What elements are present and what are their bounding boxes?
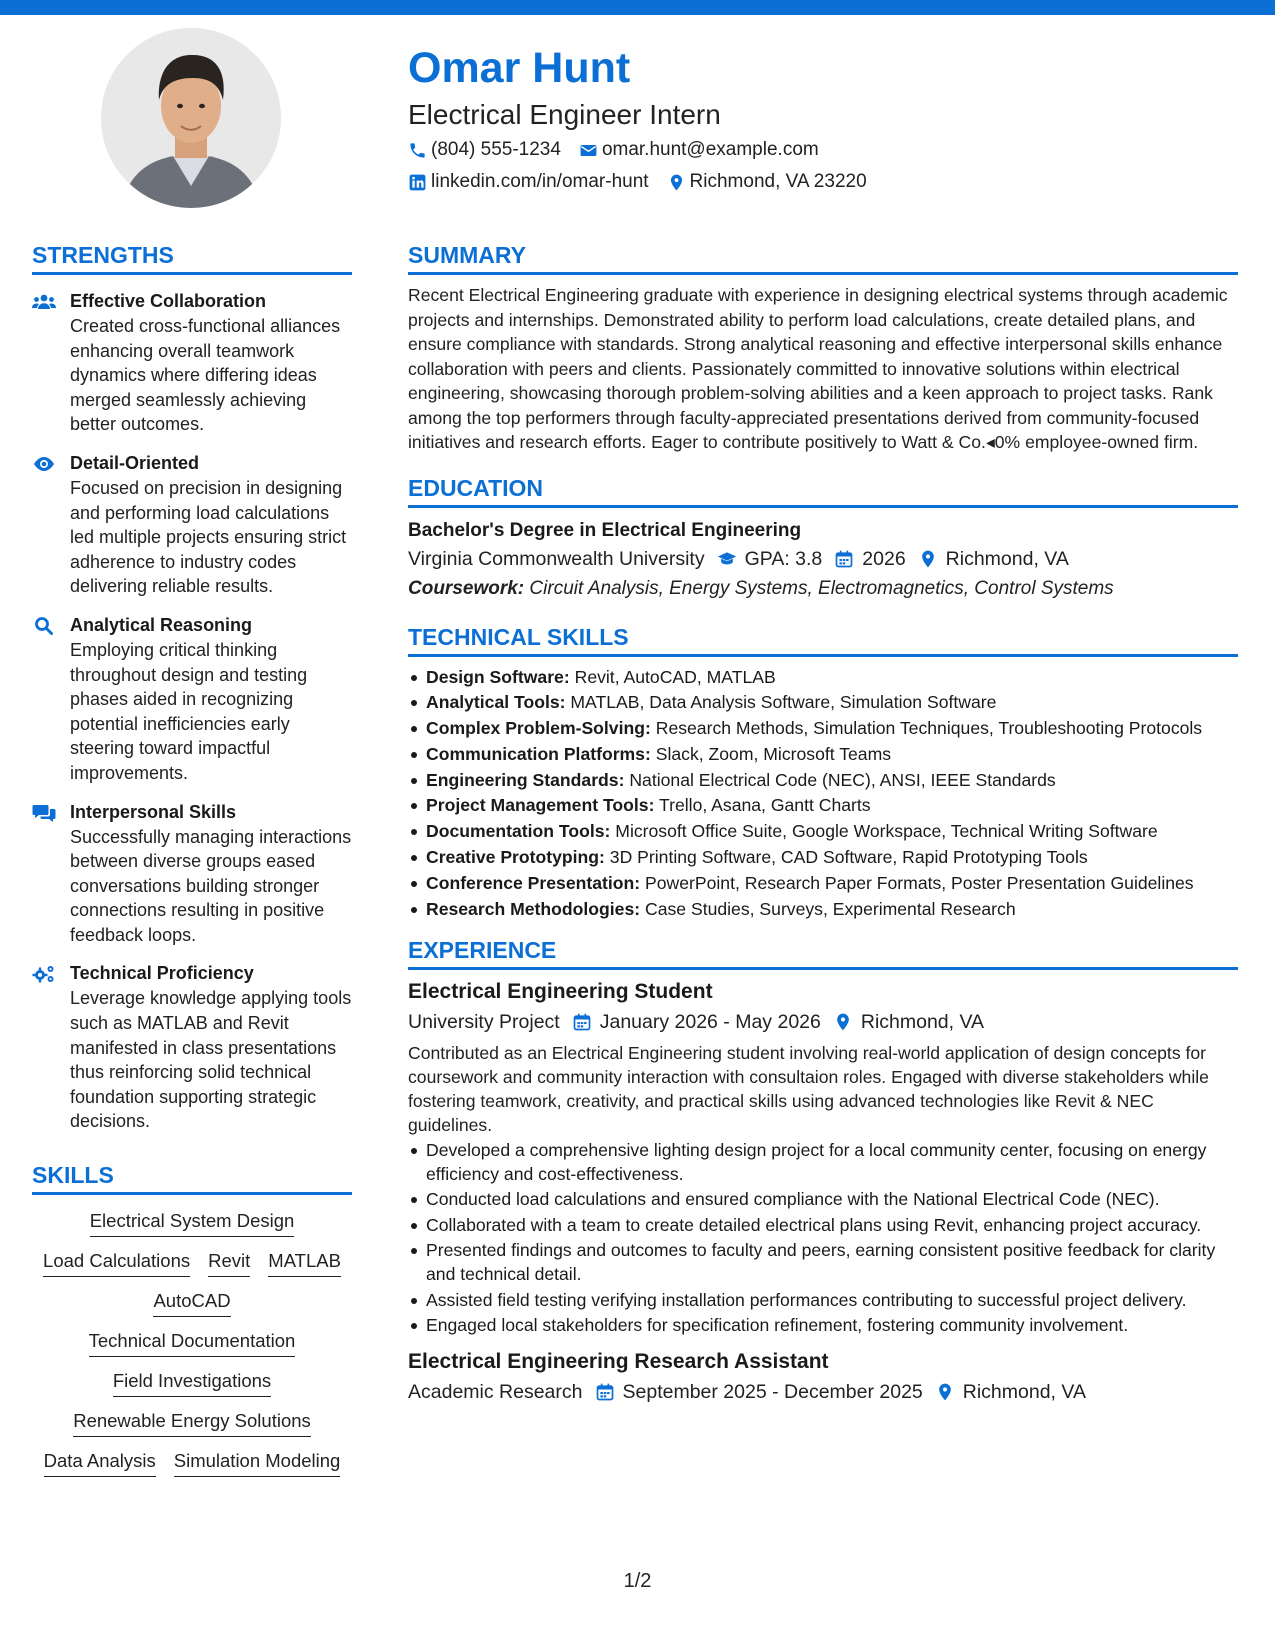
list-item xyxy=(408,768,1238,792)
top-accent-bar xyxy=(0,0,1275,15)
coursework-line xyxy=(408,574,1238,604)
list-item xyxy=(408,716,1238,740)
list-item: Presented findings and outcomes to faculty and peers, earning consistent positive feedback for clarity and technical detail. xyxy=(408,1238,1238,1286)
skill-tag: Technical Documentation xyxy=(89,1329,296,1357)
list-item xyxy=(408,665,1238,689)
calendar-icon xyxy=(595,1382,615,1402)
strength-desc: Employing critical thinking throughout design and testing phases aided in recognizing potential inefficiencies early steering toward impactful improvements. xyxy=(70,639,308,783)
strengths-heading: STRENGTHS xyxy=(32,240,352,275)
email-text[interactable]: omar.hunt@example.com xyxy=(601,139,819,160)
school-name: Virginia Commonwealth University xyxy=(408,547,705,570)
eye-icon xyxy=(32,454,56,474)
skill-tag: Electrical System Design xyxy=(90,1209,295,1237)
experience-heading: EXPERIENCE xyxy=(408,935,1238,970)
job-dates: January 2026 - May 2026 xyxy=(599,1010,821,1033)
list-item xyxy=(408,742,1238,766)
job-title: Electrical Engineering Student xyxy=(408,979,713,1003)
strength-title: Effective Collaboration xyxy=(70,291,267,311)
linkedin-text[interactable]: linkedin.com/in/omar-hunt xyxy=(431,171,649,192)
skills-list xyxy=(32,1209,352,1489)
list-item xyxy=(408,871,1238,895)
location-text: Richmond, VA 23220 xyxy=(689,171,867,192)
list-item xyxy=(408,845,1238,869)
job-bullets xyxy=(408,1138,1238,1338)
list-item xyxy=(408,793,1238,817)
tech-skill-label: Communication Platforms: xyxy=(426,743,651,764)
location-pin-icon xyxy=(833,1012,853,1032)
profile-photo xyxy=(101,28,281,208)
strength-item xyxy=(32,451,352,599)
tech-skill-label: Documentation Tools: xyxy=(426,821,611,842)
job-location: Richmond, VA xyxy=(860,1010,985,1033)
coursework-text: Circuit Analysis, Energy Systems, Electromagnetics, Control Systems xyxy=(529,577,1114,599)
tech-skill-value: Microsoft Office Suite, Google Workspace, Technical Writing Software xyxy=(615,821,1158,842)
gpa-text: GPA: 3.8 xyxy=(744,547,823,570)
profile-photo-illustration xyxy=(101,28,281,208)
job-org: Academic Research xyxy=(408,1381,583,1404)
right-column xyxy=(408,240,1238,1407)
list-item: Assisted field testing verifying installation performances contributing to successful project delivery. xyxy=(408,1288,1238,1312)
strength-title: Technical Proficiency xyxy=(70,963,254,984)
education-heading: EDUCATION xyxy=(408,473,1238,508)
tech-skill-value: Slack, Zoom, Microsoft Teams xyxy=(655,743,892,764)
job-org: University Project xyxy=(408,1010,560,1033)
strength-title: Interpersonal Skills xyxy=(70,801,237,822)
technical-skills-list xyxy=(408,665,1238,921)
calendar-icon xyxy=(834,549,854,569)
search-icon xyxy=(32,616,56,636)
list-item: Conducted load calculations and ensured compliance with the National Electrical Code (NEC). xyxy=(408,1187,1238,1211)
skill-tag: MATLAB xyxy=(268,1249,341,1277)
contact-linkedin[interactable] xyxy=(408,171,649,193)
comments-icon xyxy=(32,803,56,823)
envelope-icon xyxy=(579,141,598,160)
strength-item xyxy=(32,289,352,437)
degree-title: Bachelor's Degree in Electrical Engineering xyxy=(408,519,802,541)
gears-icon xyxy=(32,964,56,984)
linkedin-icon xyxy=(408,173,427,192)
users-icon xyxy=(32,292,56,312)
location-pin-icon xyxy=(918,549,938,569)
strength-item xyxy=(32,800,352,948)
resume-header xyxy=(408,40,1248,197)
tech-skill-value: Case Studies, Surveys, Experimental Research xyxy=(645,898,1016,919)
list-item: Engaged local stakeholders for specification refinement, fostering community involvement. xyxy=(408,1313,1238,1337)
phone-text: (804) 555-1234 xyxy=(431,139,561,160)
candidate-role: Electrical Engineer Intern xyxy=(408,99,721,130)
tech-skill-value: National Electrical Code (NEC), ANSI, IEEE Standards xyxy=(629,769,1056,790)
candidate-name: Omar Hunt xyxy=(408,44,631,92)
tech-skill-value: Revit, AutoCAD, MATLAB xyxy=(574,666,776,687)
job-description: Contributed as an Electrical Engineering student involving real-world application of design concepts for coursework and community interaction with consultaion roles. Engaged with diverse stakeholders while fostering teamwork, creativity, and practical skills using advanced technologies like Revit & NEC guidelines. xyxy=(408,1042,1209,1135)
tech-skill-label: Design Software: xyxy=(426,666,570,687)
job-meta xyxy=(408,1377,1238,1407)
location-pin-icon xyxy=(935,1382,955,1402)
skill-tag: Revit xyxy=(208,1249,250,1277)
job-location: Richmond, VA xyxy=(962,1381,1086,1404)
contact-email[interactable] xyxy=(579,139,819,161)
strength-desc: Successfully managing interactions between diverse groups eased conversations building stronger connections resulting in positive feedback loops. xyxy=(70,826,352,945)
tech-skill-label: Creative Prototyping: xyxy=(426,847,605,868)
strength-title: Analytical Reasoning xyxy=(70,614,253,635)
job-title: Electrical Engineering Research Assistant xyxy=(408,1350,829,1374)
left-column xyxy=(32,240,352,1489)
list-item xyxy=(408,819,1238,843)
tech-skill-label: Project Management Tools: xyxy=(426,795,655,816)
skill-tag: AutoCAD xyxy=(153,1289,230,1317)
tech-skill-label: Conference Presentation: xyxy=(426,872,641,893)
strength-title: Detail-Oriented xyxy=(70,452,200,473)
list-item: Collaborated with a team to create detailed electrical plans using Revit, enhancing project accuracy. xyxy=(408,1213,1238,1237)
school-location: Richmond, VA xyxy=(945,547,1069,570)
phone-icon xyxy=(408,141,427,160)
strength-item xyxy=(32,613,352,786)
skill-tag: Field Investigations xyxy=(113,1369,271,1397)
summary-text: Recent Electrical Engineering graduate with experience in designing electrical systems through academic projects and internships. Demonstrated ability to perform load calculations, create detailed plans, and ensure compliance with standards. Strong analytical reasoning and effective interpersonal skills enhance collaboration with peers and clients. Passionately committed to innovative solutions within electrical engineering, showcasing thorough problem-solving abilities and a keen approach to project tasks. Rank among the top performers through faculty-appreciated presentations derived from community-focused initiatives and research efforts. Eager to contribute positively to Watt & Co.◂0% employee-owned firm. xyxy=(408,285,1228,452)
skill-tag: Load Calculations xyxy=(43,1249,190,1277)
contact-location xyxy=(667,171,867,193)
tech-skill-label: Engineering Standards: xyxy=(426,769,625,790)
coursework-label: Coursework: xyxy=(408,577,525,599)
tech-skill-label: Analytical Tools: xyxy=(426,692,566,713)
strength-desc: Leverage knowledge applying tools such as MATLAB and Revit manifested in class presentations thus reinforcing solid technical foundation supporting strategic decisions. xyxy=(70,988,352,1132)
education-meta xyxy=(408,544,1238,574)
skill-tag: Data Analysis xyxy=(44,1449,156,1477)
tech-skill-value: Research Methods, Simulation Techniques, Troubleshooting Protocols xyxy=(655,718,1203,739)
list-item xyxy=(408,690,1238,714)
job-dates: September 2025 - December 2025 xyxy=(622,1381,923,1404)
skills-heading: SKILLS xyxy=(32,1160,352,1195)
technical-skills-heading: TECHNICAL SKILLS xyxy=(408,622,1238,657)
contact-row-2 xyxy=(408,167,1248,197)
tech-skill-value: MATLAB, Data Analysis Software, Simulation Software xyxy=(570,692,997,713)
location-pin-icon xyxy=(667,173,686,192)
skill-tag: Renewable Energy Solutions xyxy=(73,1409,311,1437)
graduation-cap-icon xyxy=(717,549,737,569)
page-number: 1/2 xyxy=(623,1570,652,1592)
strength-desc: Created cross-functional alliances enhancing overall teamwork dynamics where differing ideas merged seamlessly achieving better outcomes. xyxy=(70,316,341,435)
skill-tag: Simulation Modeling xyxy=(174,1449,341,1477)
calendar-icon xyxy=(572,1012,592,1032)
graduation-year: 2026 xyxy=(862,547,906,570)
tech-skill-value: PowerPoint, Research Paper Formats, Poster Presentation Guidelines xyxy=(645,872,1194,893)
contact-row-1 xyxy=(408,135,1248,165)
list-item: Developed a comprehensive lighting design project for a local community center, focusing on energy efficiency and cost-effectiveness. xyxy=(408,1138,1238,1186)
summary-heading: SUMMARY xyxy=(408,240,1238,275)
strength-desc: Focused on precision in designing and performing load calculations led multiple projects ensuring strict adherence to industry codes delivering reliable results. xyxy=(70,477,347,597)
strength-item xyxy=(32,961,352,1134)
tech-skill-label: Research Methodologies: xyxy=(426,898,641,919)
tech-skill-label: Complex Problem-Solving: xyxy=(426,718,651,739)
job-meta xyxy=(408,1007,1238,1037)
tech-skill-value: Trello, Asana, Gantt Charts xyxy=(659,795,871,816)
list-item xyxy=(408,897,1238,921)
contact-phone xyxy=(408,139,561,161)
tech-skill-value: 3D Printing Software, CAD Software, Rapid Prototyping Tools xyxy=(609,847,1088,868)
